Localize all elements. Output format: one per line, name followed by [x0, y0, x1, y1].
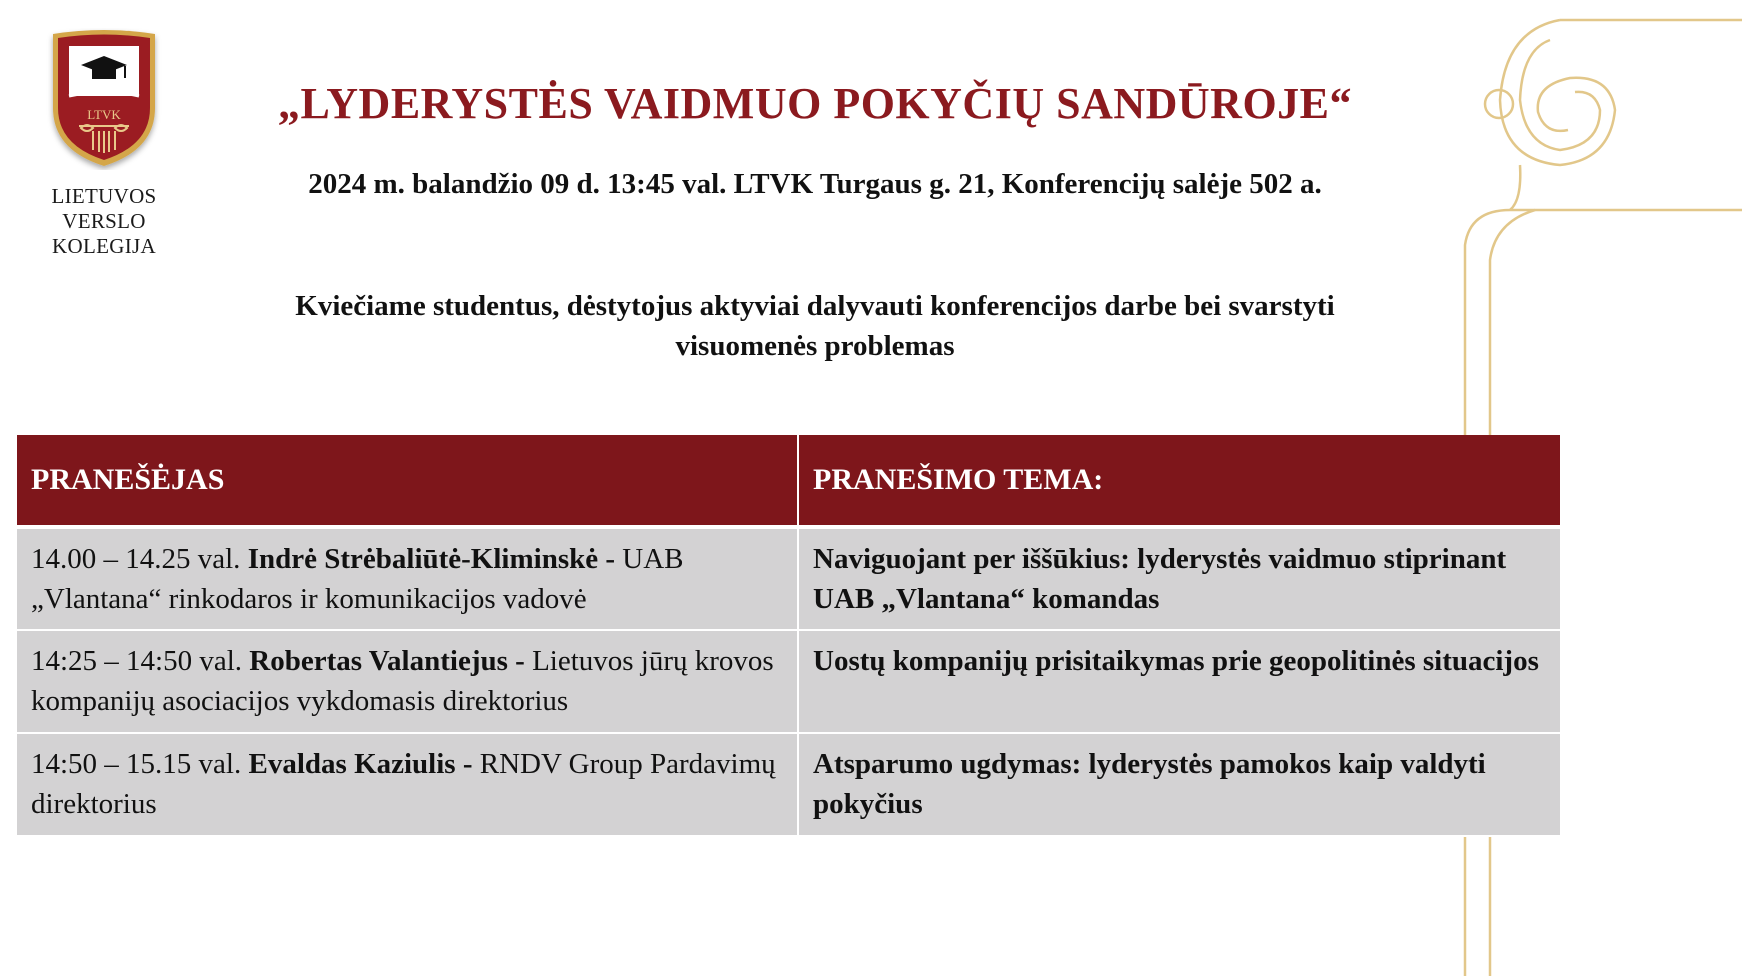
topic-cell: Uostų kompanijų prisitaikymas prie geopolitinės situacijos [798, 630, 1560, 733]
speaker-time: 14:50 – 15.15 val. [31, 748, 249, 780]
invitation-text [200, 286, 1430, 366]
table-header-row [17, 435, 1560, 527]
college-name [36, 184, 172, 259]
speaker-time: 14:25 – 14:50 val. [31, 645, 250, 677]
college-name-line: KOLEGIJA [52, 234, 156, 258]
speaker-role: RNDV Group Pardavimų direktorius [31, 748, 776, 820]
table-row [17, 630, 1560, 733]
speaker-role: UAB „Vlantana“ rinkodaros ir komunikacijos vadovė [31, 543, 684, 615]
speaker-name: Robertas Valantiejus - [249, 645, 525, 677]
speaker-time: 14.00 – 14.25 val. [31, 543, 248, 575]
speaker-role: Lietuvos jūrų krovos kompanijų asociacijos vykdomasis direktorius [31, 645, 774, 717]
topic-cell: Naviguojant per iššūkius: lyderystės vaidmuo stiprinant UAB „Vlantana“ komandas [798, 527, 1560, 630]
speaker-name: Indrė Strėbaliūtė-Kliminskė - [247, 543, 616, 575]
shield-logo-icon [45, 28, 163, 170]
table-row [17, 527, 1560, 630]
college-name-line: LIETUVOS [51, 184, 157, 208]
event-details: 2024 m. balandžio 09 d. 13:45 val. LTVK Turgaus g. 21, Konferencijų salėje 502 a. [308, 168, 1322, 200]
invitation-line: Kviečiame studentus, dėstytojus aktyviai dalyvauti konferencijos darbe bei svarstyti [295, 290, 1335, 322]
schedule-table [17, 435, 1560, 837]
header-topic: PRANEŠIMO TEMA: [798, 435, 1560, 527]
header-speaker: PRANEŠĖJAS [17, 435, 798, 527]
volute-circle-icon [1470, 82, 1530, 142]
table-row [17, 733, 1560, 836]
topic-cell: Atsparumo ugdymas: lyderystės pamokos kaip valdyti pokyčius [798, 733, 1560, 836]
speaker-cell [17, 630, 798, 733]
invitation-line: visuomenės problemas [675, 330, 955, 362]
speaker-cell [17, 527, 798, 630]
logo-abbreviation: LTVK [87, 107, 121, 122]
speaker-name: Evaldas Kaziulis - [248, 748, 473, 780]
college-logo [36, 28, 172, 259]
college-name-line: VERSLO [62, 209, 146, 233]
page-title: „LYDERYSTĖS VAIDMUO POKYČIŲ SANDŪROJE“ [277, 79, 1353, 128]
speaker-cell [17, 733, 798, 836]
